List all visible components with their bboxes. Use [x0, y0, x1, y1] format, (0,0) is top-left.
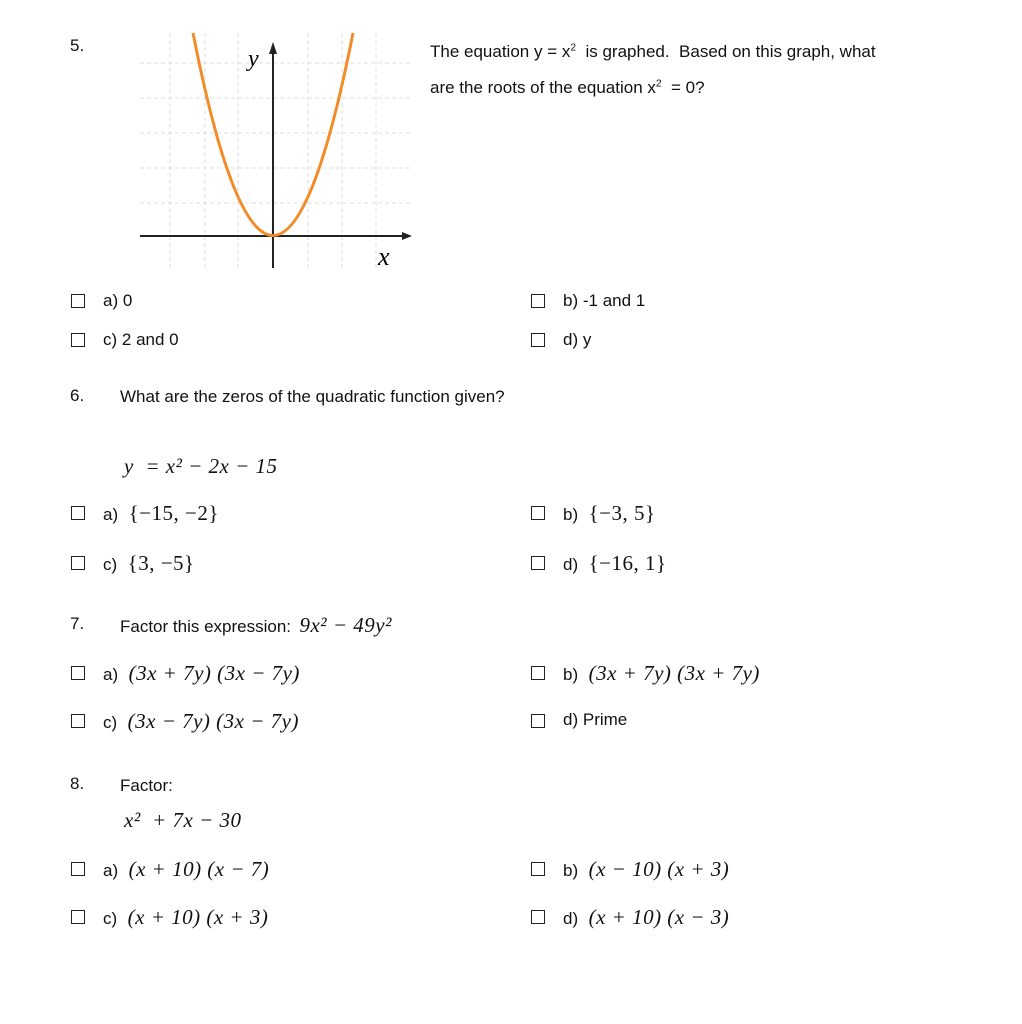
graph-grid [140, 33, 410, 268]
q6-option-d-checkbox[interactable] [531, 556, 545, 570]
question-8-number: 8. [70, 774, 85, 793]
q7-option-c-checkbox[interactable] [71, 714, 85, 728]
q7-option-d[interactable]: d) Prime [563, 710, 628, 729]
question-8-expression: x² + 7x − 30 [124, 808, 242, 832]
q5-option-d[interactable]: d) y [563, 330, 592, 349]
q7-option-b-checkbox[interactable] [531, 666, 545, 680]
y-axis-arrow-icon [269, 42, 277, 54]
q8-option-a-checkbox[interactable] [71, 862, 85, 876]
q8-option-b-checkbox[interactable] [531, 862, 545, 876]
q8-option-a[interactable]: a) (x + 10) (x − 7) [103, 857, 270, 881]
q8-option-b[interactable]: b) (x − 10) (x + 3) [563, 857, 730, 881]
q6-option-b-checkbox[interactable] [531, 506, 545, 520]
x-axis-arrow-icon [402, 232, 412, 240]
q5-option-a[interactable]: a) 0 [103, 291, 133, 310]
question-5-text-line-1: The equation $y = x^2$ is graphed. Based on this graph, what [430, 42, 876, 61]
question-7-number: 7. [70, 614, 85, 633]
q5-option-b[interactable]: b) -1 and 1 [563, 291, 646, 310]
q8-option-c[interactable]: c) (x + 10) (x + 3) [103, 905, 269, 929]
q7-option-a[interactable]: a) (3x + 7y) (3x − 7y) [103, 661, 300, 685]
question-8-text: Factor: [120, 776, 173, 795]
y-axis-label: y [248, 46, 259, 72]
question-5-text-line-2: are the roots of the equation $x^2 = 0$? [430, 78, 705, 97]
question-6-text: What are the zeros of the quadratic function given? [120, 387, 505, 406]
parabola-graph [130, 28, 420, 278]
q5-option-a-checkbox[interactable] [71, 294, 85, 308]
q7-option-c[interactable]: c) (3x − 7y) (3x − 7y) [103, 709, 299, 733]
q6-option-c-checkbox[interactable] [71, 556, 85, 570]
q7-option-a-checkbox[interactable] [71, 666, 85, 680]
q8-option-c-checkbox[interactable] [71, 910, 85, 924]
q8-option-d-checkbox[interactable] [531, 910, 545, 924]
question-6-number: 6. [70, 386, 85, 405]
q5-option-c-checkbox[interactable] [71, 333, 85, 347]
q8-option-d[interactable]: d) (x + 10) (x − 3) [563, 905, 730, 929]
q6-option-c[interactable]: c) {3, −5} [103, 551, 195, 575]
q6-option-d[interactable]: d) {−16, 1} [563, 551, 667, 575]
q7-option-b[interactable]: b) (3x + 7y) (3x + 7y) [563, 661, 760, 685]
q7-option-d-checkbox[interactable] [531, 714, 545, 728]
q6-option-a[interactable]: a) {−15, −2} [103, 501, 219, 525]
q5-option-d-checkbox[interactable] [531, 333, 545, 347]
x-axis-label: x [378, 242, 390, 271]
q6-option-b[interactable]: b) {−3, 5} [563, 501, 656, 525]
question-6-equation: y = x² − 2x − 15 [124, 454, 278, 478]
q6-option-a-checkbox[interactable] [71, 506, 85, 520]
q5-option-b-checkbox[interactable] [531, 294, 545, 308]
q5-option-c[interactable]: c) 2 and 0 [103, 330, 179, 349]
question-5-number: 5. [70, 36, 85, 55]
question-7-prompt: Factor this expression: 9x² − 49y² [120, 613, 392, 637]
